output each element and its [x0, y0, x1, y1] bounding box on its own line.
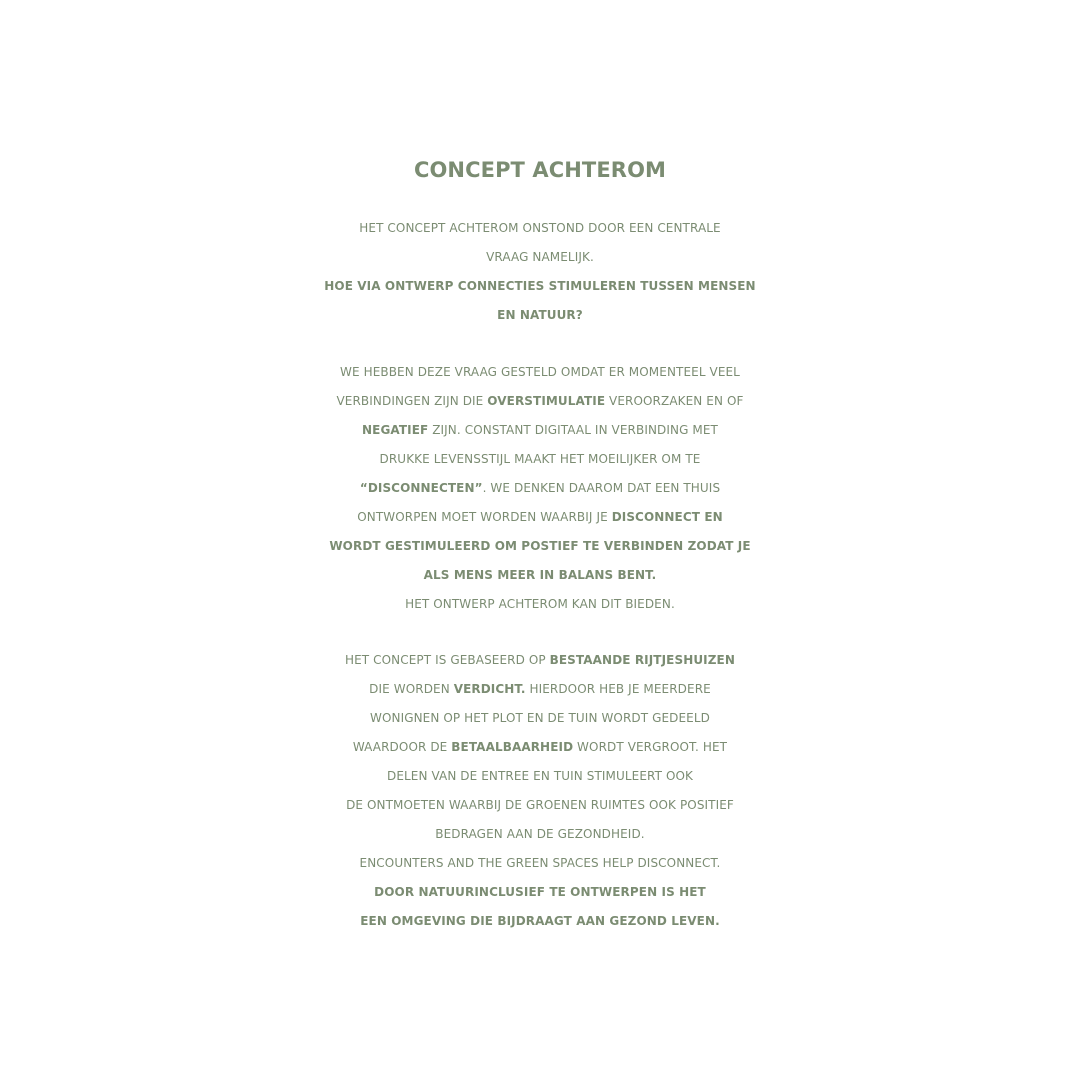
concept-paragraph — [0, 646, 1080, 936]
body-line — [0, 416, 1080, 445]
emphasis-text: OVERSTIMULATIE — [487, 394, 606, 408]
emphasis-text: BESTAANDE RIJTJESHUIZEN — [549, 653, 735, 667]
emphasis-text: VERDICHT. — [453, 682, 526, 696]
text-run: VEROORZAKEN EN OF — [605, 394, 744, 408]
motivation-paragraph — [0, 358, 1080, 619]
emphasis-text: DISCONNECT EN — [611, 510, 723, 524]
text-run: DIE WORDEN — [369, 682, 454, 696]
body-line: DRUKKE LEVENSSTIJL MAAKT HET MOEILIJKER OM TE — [379, 452, 701, 466]
text-run: WAARDOOR DE — [352, 740, 452, 754]
body-line: ENCOUNTERS AND THE GREEN SPACES HELP DISCONNECT. — [359, 856, 721, 870]
body-line — [0, 675, 1080, 704]
text-run: ONTWORPEN MOET WORDEN WAARBIJ JE — [357, 510, 612, 524]
body-line: WORDT GESTIMULEERD OM POSTIEF TE VERBINDEN ZODAT JE — [329, 539, 751, 553]
body-line — [0, 503, 1080, 532]
body-line — [0, 474, 1080, 503]
body-line: DE ONTMOETEN WAARBIJ DE GROENEN RUIMTES OOK POSITIEF — [346, 798, 734, 812]
emphasis-text: “DISCONNECTEN” — [359, 481, 483, 495]
text-run: ZIJN. CONSTANT DIGITAAL IN VERBINDING MET — [428, 423, 718, 437]
text-run: VERBINDINGEN ZIJN DIE — [336, 394, 488, 408]
emphasis-text: NEGATIEF — [362, 423, 429, 437]
page-title: CONCEPT ACHTEROM — [413, 158, 667, 182]
body-line — [0, 646, 1080, 675]
text-run: WORDT VERGROOT. HET — [573, 740, 728, 754]
central-question: EN NATUUR? — [497, 308, 583, 322]
text-run: . WE DENKEN DAAROM DAT EEN THUIS — [482, 481, 721, 495]
body-line: ALS MENS MEER IN BALANS BENT. — [423, 568, 657, 582]
body-line: WE HEBBEN DEZE VRAAG GESTELD OMDAT ER MOMENTEEL VEEL — [340, 365, 740, 379]
closing-statement: EEN OMGEVING DIE BIJDRAAGT AAN GEZOND LEVEN. — [360, 914, 720, 928]
text-run: HIERDOOR HEB JE MEERDERE — [525, 682, 711, 696]
intro-line: HET CONCEPT ACHTEROM ONSTOND DOOR EEN CENTRALE — [359, 221, 721, 235]
central-question: HOE VIA ONTWERP CONNECTIES STIMULEREN TUSSEN MENSEN — [324, 279, 756, 293]
body-line — [0, 733, 1080, 762]
closing-statement: DOOR NATUURINCLUSIEF TE ONTWERPEN IS HET — [374, 885, 706, 899]
body-line: BEDRAGEN AAN DE GEZONDHEID. — [435, 827, 645, 841]
body-line: WONIGNEN OP HET PLOT EN DE TUIN WORDT GEDEELD — [369, 711, 710, 725]
body-line: HET ONTWERP ACHTEROM KAN DIT BIEDEN. — [405, 597, 675, 611]
intro-line: VRAAG NAMELIJK. — [486, 250, 594, 264]
intro-paragraph — [0, 214, 1080, 330]
body-line: DELEN VAN DE ENTREE EN TUIN STIMULEERT OOK — [386, 769, 694, 783]
text-run: HET CONCEPT IS GEBASEERD OP — [344, 653, 550, 667]
emphasis-text: BETAALBAARHEID — [451, 740, 574, 754]
body-line — [0, 387, 1080, 416]
